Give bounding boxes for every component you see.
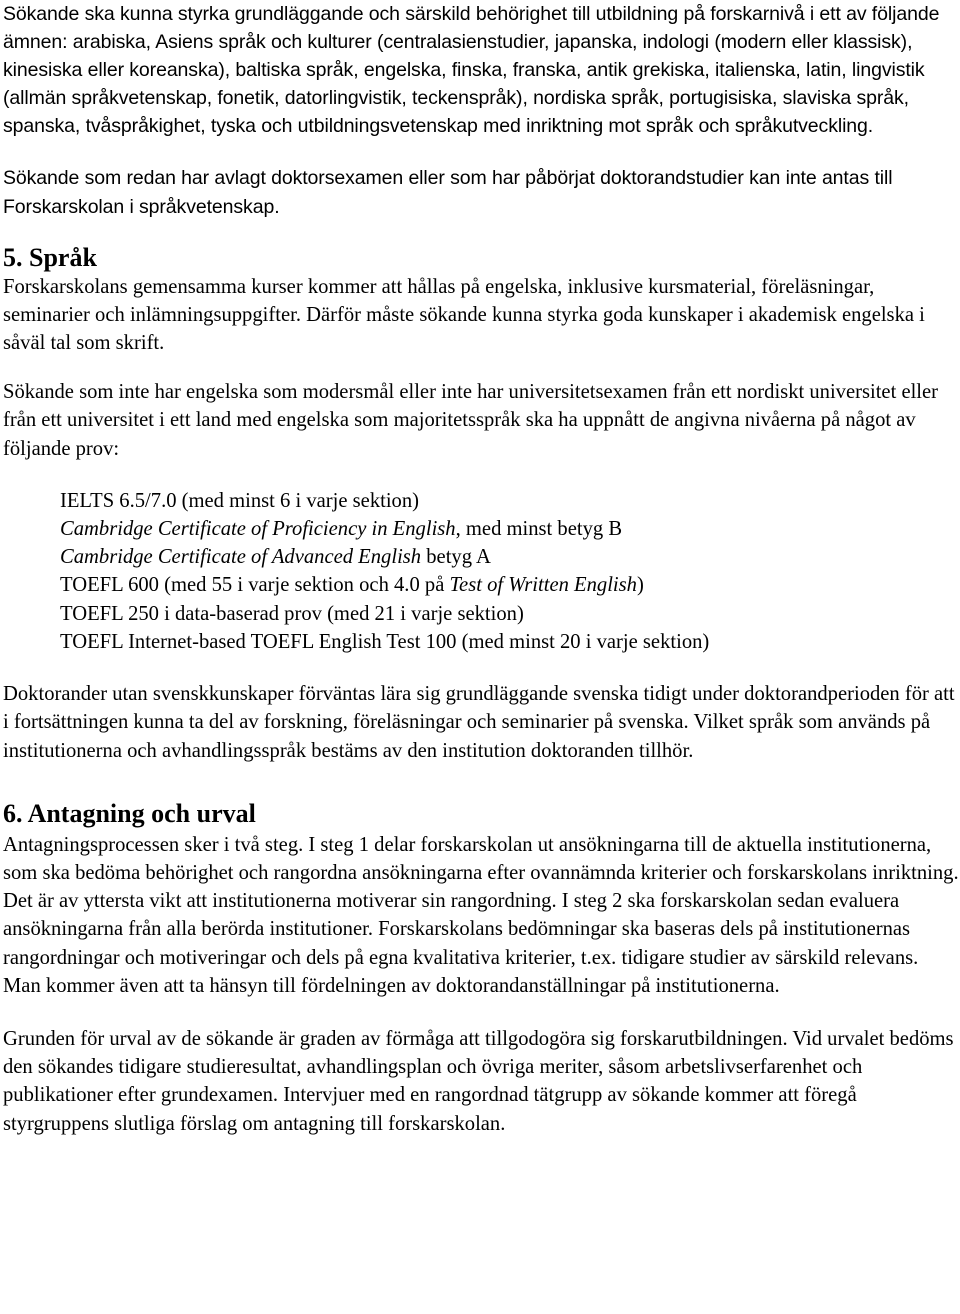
test-toefl600-title: Test of Written English	[449, 574, 637, 597]
test-toefl250-text: TOEFL 250 i data-baserad prov (med 21 i varje sektion)	[60, 602, 524, 625]
test-cpe-title: Cambridge Certificate of Proficiency in English	[60, 518, 456, 541]
test-item-ielts	[60, 487, 960, 515]
section-heading-language: 5. Språk	[3, 242, 97, 272]
test-item-cae	[60, 543, 960, 571]
intro-paragraph-exclusion: Sökande som redan har avlagt doktorsexamen eller som har påbörjat doktorandstudier kan inte antas till Forskarskolan i språkvetenskap.	[3, 167, 893, 218]
language-test-list	[3, 487, 960, 656]
intro-paragraph-eligibility: Sökande ska kunna styrka grundläggande och särskild behörighet till utbildning på forskarnivå i ett av följande ämnen: arabiska, Asiens språk och kulturer (centralasienstudier, japanska, indologi (modern eller klassisk), kinesiska eller koreanska), baltiska språk, engelska, finska, franska, antik grekiska, italienska, latin, lingvistik (allmän språkvetenskap, fonetik, datorlingvistik, teckenspråk), nordiska språk, portugisiska, slaviska språk, spanska, tvåspråkighet, tyska och utbildningsvetenskap med inriktning mot språk och språkutveckling.	[3, 3, 940, 138]
section5-paragraph-swedish: Doktorander utan svenskkunskaper förväntas lära sig grundläggande svenska tidigt under doktorandperioden för att i fortsättningen kunna ta del av forskning, föreläsningar och seminarier på svenska. Vilket språk som används på institutionerna och avhandlingsspråk bestäms av den institution doktoranden tillhör.	[3, 683, 955, 762]
test-cpe-requirement: , med minst betyg B	[455, 518, 623, 541]
section5-paragraph-courses: Forskarskolans gemensamma kurser kommer att hållas på engelska, inklusive kursmaterial, föreläsningar, seminarier och inlämningsuppgifter. Därför måste sökande kunna styrka goda kunskaper i akademisk engelska i såväl tal som skrift.	[3, 275, 925, 355]
test-item-toefl-250	[60, 600, 960, 628]
section6-paragraph-selection: Grunden för urval av de sökande är graden av förmåga att tillgodogöra sig forskarutbildningen. Vid urvalet bedöms den sökandes tidigare studieresultat, avhandlingsplan och övriga meriter, såsom arbetslivserfarenhet och publikationer efter grundexamen. Intervjuer med en rangordnad tätgrupp av sökande kommer att föregå styrgruppens slutliga förslag om antagning till forskarskolan.	[3, 1027, 954, 1135]
test-cae-requirement: betyg A	[421, 546, 491, 569]
test-item-toefl-ibt	[60, 628, 960, 656]
test-toefl600-close: )	[636, 574, 644, 597]
test-cae-title: Cambridge Certificate of Advanced English	[60, 546, 422, 569]
test-item-toefl-600	[60, 571, 960, 599]
test-toefl-ibt-text: TOEFL Internet-based TOEFL English Test 100 (med minst 20 i varje sektion)	[60, 630, 710, 653]
section6-paragraph-process: Antagningsprocessen sker i två steg. I steg 1 delar forskarskolan ut ansökningarna till de aktuella institutionerna, som ska bedöma behörighet och rangordna ansökningarna efter ovannämnda kriterier och forskarskolans inriktning. Det är av yttersta vikt att institutionerna motiverar sin rangordning. I steg 2 ska forskarskolan sedan evaluera ansökningarna från alla berörda institutioner. Forskarskolans bedömningar ska baseras dels på institutionernas rangordningar och motiveringar och dels på egna kvalitativa kriterier, t.ex. tidigare studier av särskild relevans. Man kommer även att ta hänsyn till fördelningen av doktorandanställningar på institutionerna.	[3, 833, 959, 997]
section-heading-admission: 6. Antagning och urval	[3, 798, 256, 828]
section5-paragraph-requirements: Sökande som inte har engelska som modersmål eller inte har universitetsexamen från ett nordiskt universitet eller från ett universitet i ett land med engelska som majoritetsspråk ska ha uppnått de angivna nivåerna på något av följande prov:	[3, 381, 939, 460]
test-ielts-text: IELTS 6.5/7.0 (med minst 6 i varje sektion)	[60, 489, 420, 512]
test-toefl600-text: TOEFL 600 (med 55 i varje sektion och 4.0 på	[60, 574, 450, 597]
test-item-cpe	[60, 515, 960, 543]
